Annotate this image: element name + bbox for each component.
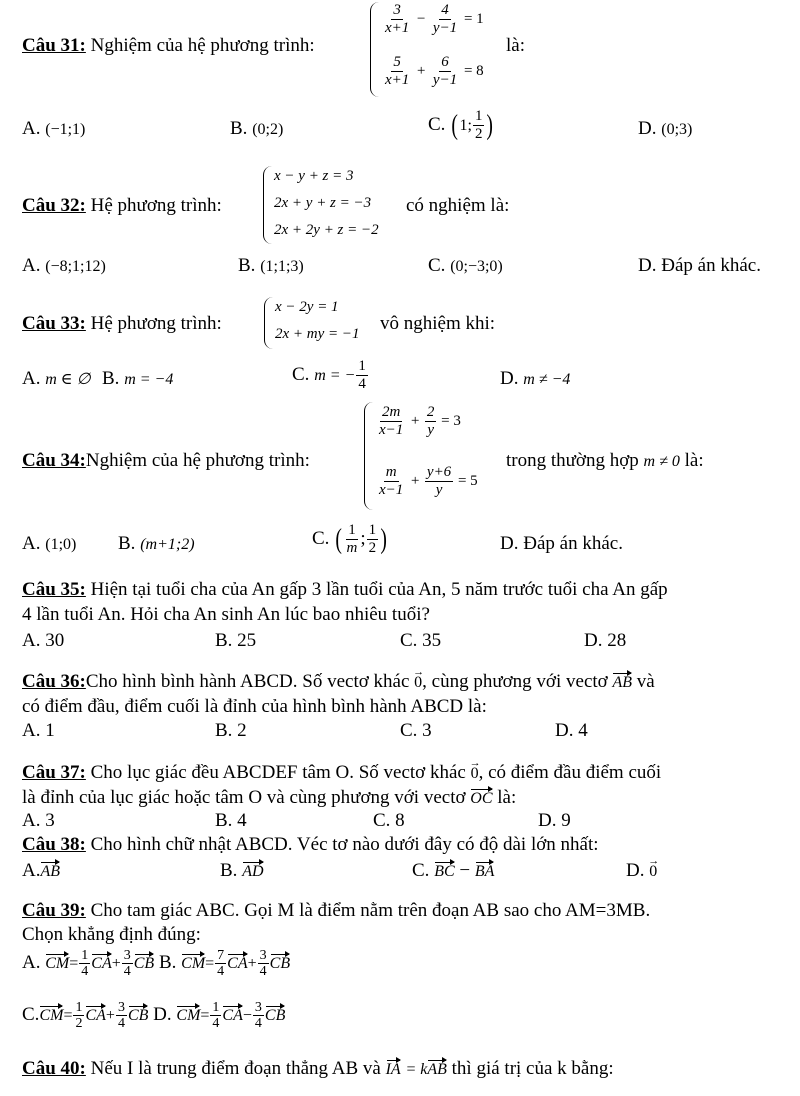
- q35-option-c: C. 35: [400, 630, 442, 651]
- vector-cb: CB: [270, 953, 290, 975]
- q34-eq1: $\frac{2m}{x-1}$ + $\frac{2}{y}$ = 3: [379, 404, 461, 438]
- q35-option-d: D. 28: [584, 630, 627, 651]
- vector-ca: CA: [222, 1005, 242, 1027]
- q33-text: Hệ phương trình:: [90, 313, 222, 334]
- q36-line2: có điểm đầu, điểm cuối là đỉnh của hình bình hành ABCD là:: [22, 696, 487, 717]
- vector-ad: AD: [242, 861, 263, 883]
- q38-label: Câu 38:: [22, 834, 86, 855]
- vector-cm: CM: [176, 1005, 200, 1027]
- q39-label: Câu 39:: [22, 900, 86, 921]
- vector-cb: CB: [134, 953, 154, 975]
- q37-option-d: D. 9: [538, 810, 571, 831]
- q32-after: có nghiệm là:: [406, 195, 510, 216]
- q32-option-c: C. (0;−3;0): [428, 255, 503, 276]
- q35-line2: 4 lần tuổi An. Hỏi cha An sinh An lúc bao nhiêu tuổi?: [22, 604, 430, 625]
- q32-option-b: B. (1;1;3): [238, 255, 304, 276]
- q31-option-a: A. (−1;1): [22, 118, 86, 139]
- q34-prompt: [22, 450, 310, 472]
- q40-prompt: Câu 40: Nếu I là trung điểm đoạn thẳng AB và IA = kAB thì giá trị của k bằng:: [22, 1058, 614, 1079]
- q34-option-b: B. (m+1;2): [118, 533, 195, 554]
- zero-vector: 0 →: [471, 763, 479, 785]
- q34-option-c: C. ( $\frac{1}{m}$ ; $\frac{1}{2}$ ): [312, 522, 388, 556]
- q32-brace: [263, 166, 272, 244]
- q31-brace: [370, 2, 379, 97]
- vector-cm: CM: [39, 1005, 63, 1027]
- q35-option-a: A. 30: [22, 630, 65, 651]
- q37-option-a: A. 3: [22, 810, 55, 831]
- vector-ab: AB: [612, 672, 632, 694]
- q33-eq1: x − 2y = 1: [275, 299, 339, 315]
- q36-option-d: D. 4: [555, 720, 588, 741]
- q32-text: Hệ phương trình:: [90, 195, 222, 216]
- q34-brace: [364, 402, 373, 510]
- q33-option-d: D. m ≠ −4: [500, 368, 571, 389]
- q32-option-a: A. (−8;1;12): [22, 255, 106, 276]
- q34-option-d: D. Đáp án khác.: [500, 533, 623, 554]
- q38-option-b: B. AD: [220, 860, 264, 881]
- q35-option-b: B. 25: [215, 630, 257, 651]
- vector-ca: CA: [91, 953, 111, 975]
- q38-option-a: A.AB: [22, 860, 61, 881]
- vector-ab: AB: [427, 1059, 447, 1081]
- q31-option-c: C. (1; $\frac{1}{2}$ ): [428, 108, 494, 142]
- q32-eq2: 2x + y + z = −3: [274, 195, 372, 211]
- q35-label: Câu 35:: [22, 579, 86, 600]
- q34-option-a: A. (1;0): [22, 533, 77, 554]
- q34-text: Nghiệm của hệ phương trình:: [85, 450, 310, 471]
- q34-after: trong thường hợp m ≠ 0 là:: [506, 450, 704, 471]
- vector-ca: CA: [227, 953, 247, 975]
- q33-label: Câu 33:: [22, 313, 86, 334]
- q34-eq2: $\frac{m}{x-1}$ + $\frac{y+6}{y}$ = 5: [379, 464, 478, 498]
- q32-option-d: D. Đáp án khác.: [638, 255, 761, 276]
- q36-option-a: A. 1: [22, 720, 55, 741]
- vector-cm: CM: [45, 953, 69, 975]
- q34-label: Câu 34:: [22, 450, 86, 471]
- vector-bc: BC: [434, 861, 454, 883]
- q37-line1: Câu 37: Cho lục giác đều ABCDEF tâm O. Số vectơ khác 0 →, có điểm đầu điểm cuối: [22, 762, 661, 785]
- q37-option-c: C. 8: [373, 810, 405, 831]
- q38-option-d: D. 0 →: [626, 860, 657, 883]
- zero-vector: 0 →: [649, 861, 657, 883]
- q38-option-c: C. BC − BA: [412, 860, 495, 881]
- q33-brace: [264, 297, 273, 349]
- q31-label: Câu 31:: [22, 35, 86, 56]
- q31-option-d: D. (0;3): [638, 118, 693, 139]
- q31-option-b: B. (0;2): [230, 118, 284, 139]
- q36-line1: Câu 36:Cho hình bình hành ABCD. Số vectơ khác 0 →, cùng phương với vectơ AB và: [22, 671, 655, 694]
- q39-line1: Câu 39: Cho tam giác ABC. Gọi M là điểm nằm trên đoạn AB sao cho AM=3MB.: [22, 900, 651, 921]
- q33-eq2: 2x + my = −1: [275, 326, 360, 342]
- q35-line1: Câu 35: Hiện tại tuổi cha của An gấp 3 lần tuổi của An, 5 năm trước tuổi cha An gấp: [22, 579, 668, 600]
- q39-line2: Chọn khẳng định đúng:: [22, 924, 201, 945]
- q37-option-b: B. 4: [215, 810, 247, 831]
- q31-prompt: [22, 35, 315, 57]
- q37-line2: là đỉnh của lục giác hoặc tâm O và cùng phương với vectơ OC là:: [22, 787, 517, 808]
- vector-ba: BA: [475, 861, 495, 883]
- q31-after: là:: [506, 35, 525, 56]
- q33-after: vô nghiệm khi:: [380, 313, 496, 334]
- vector-cb: CB: [128, 1005, 148, 1027]
- q32-label: Câu 32:: [22, 195, 86, 216]
- q32-prompt: [22, 195, 222, 217]
- vector-cb: CB: [265, 1005, 285, 1027]
- q33-option-b: B. m = −4: [102, 368, 174, 389]
- q36-option-c: C. 3: [400, 720, 432, 741]
- q38-prompt: Câu 38: Cho hình chữ nhật ABCD. Véc tơ nào dưới đây có độ dài lớn nhất:: [22, 834, 599, 855]
- q32-eq3: 2x + 2y + z = −2: [274, 222, 379, 238]
- vector-cm: CM: [181, 953, 205, 975]
- vector-oc: OC: [470, 788, 492, 810]
- q39-option-c: C.CM= $\frac{1}{2}$ CA+ $\frac{3}{4}$ CB D. CM= $\frac{1}{4}$ CA− $\frac{3}{4}$ CB: [22, 1000, 286, 1031]
- q31-eq1: $\frac{3}{x+1}$ − $\frac{4}{y-1}$ = 1: [385, 2, 484, 36]
- q31-eq2: $\frac{5}{x+1}$ + $\frac{6}{y-1}$ = 8: [385, 54, 484, 88]
- q33-option-c: C. m = − $\frac{1}{4}$: [292, 358, 366, 392]
- vector-ab: AB: [40, 861, 60, 883]
- q36-label: Câu 36:: [22, 671, 86, 692]
- vector-ca: CA: [85, 1005, 105, 1027]
- q31-text: Nghiệm của hệ phương trình:: [90, 35, 315, 56]
- q39-option-a: A. CM= $\frac{1}{4}$ CA+ $\frac{3}{4}$ CB B. CM= $\frac{7}{4}$ CA+ $\frac{3}{4}$ CB: [22, 948, 291, 979]
- q40-label: Câu 40:: [22, 1058, 86, 1079]
- q32-eq1: x − y + z = 3: [274, 168, 354, 184]
- q33-option-a: A. m ∈ ∅: [22, 368, 91, 389]
- q37-label: Câu 37:: [22, 762, 86, 783]
- q33-prompt: [22, 313, 222, 335]
- q36-option-b: B. 2: [215, 720, 247, 741]
- vector-ia: IA: [386, 1059, 401, 1081]
- zero-vector: 0 →: [414, 672, 422, 694]
